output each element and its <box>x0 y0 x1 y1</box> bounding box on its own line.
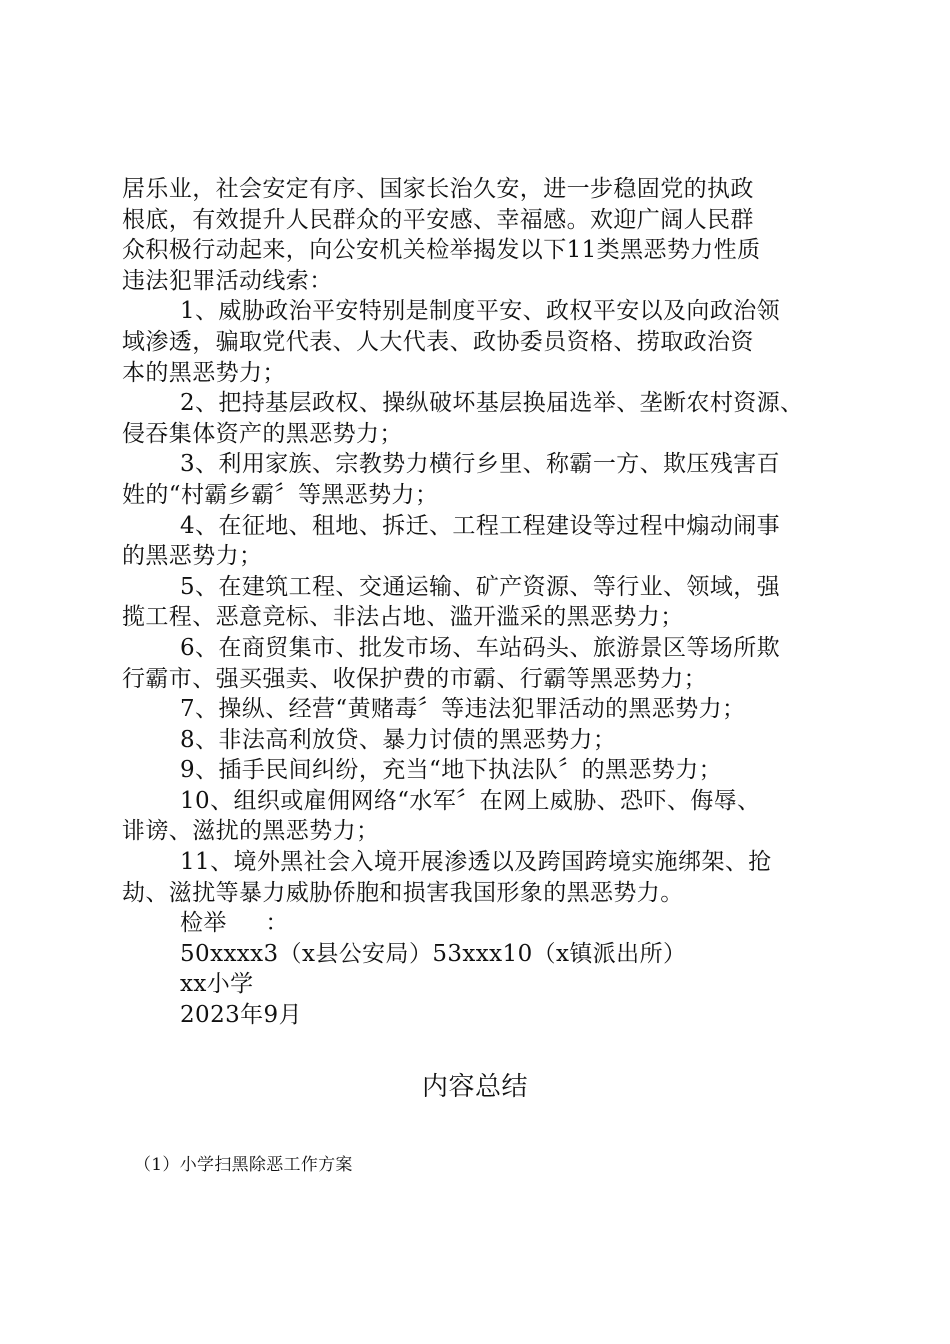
document-line: 域渗透，骗取党代表、人大代表、政协委员资格、捞取政治资 <box>122 328 754 355</box>
document-line: 姓的“村霸乡霸〞等黑恶势力； <box>122 481 439 508</box>
document-line: 9、插手民间纠纷，充当“地下执法队〞的黑恶势力； <box>180 757 722 784</box>
document-line: 侵吞集体资产的黑恶势力； <box>122 420 403 447</box>
document-body <box>122 174 842 1031</box>
document-line: 8、非法高利放贷、暴力讨债的黑恶势力； <box>180 726 617 753</box>
document-line: 2、把持基层政权、操纵破坏基层换届选举、垄断农村资源、 <box>180 390 804 417</box>
document-line: 揽工程、恶意竞标、非法占地、滥开滥采的黑恶势力； <box>122 604 684 631</box>
document-line: 根底，有效提升人民群众的平安感、幸福感。欢迎广阔人民群 <box>122 206 754 233</box>
document-line: 劫、滋扰等暴力威胁侨胞和损害我国形象的黑恶势力。 <box>122 879 684 906</box>
document-line: 5、在建筑工程、交通运输、矿产资源、等行业、领域，强 <box>180 573 781 600</box>
summary-item: （1）小学扫黑除恶工作方案 <box>134 1155 353 1175</box>
document-line: 4、在征地、租地、拆迁、工程工程建设等过程中煽动闹事 <box>180 512 781 539</box>
document-line: 6、在商贸集市、批发市场、车站码头、旅游景区等场所欺 <box>180 634 781 661</box>
document-line: 50xxxx3（x县公安局）53xxx10（x镇派出所） <box>180 940 687 967</box>
document-line: 11、境外黑社会入境开展渗透以及跨国跨境实施绑架、抢 <box>180 849 772 876</box>
document-line: 检举 ： <box>180 910 289 937</box>
document-line: 1、威胁政治平安特别是制度平安、政权平安以及向政治领 <box>180 298 781 325</box>
document-line: xx小学 <box>180 971 254 998</box>
document-line: 众积极行动起来，向公安机关检举揭发以下11类黑恶势力性质 <box>122 237 761 264</box>
document-line: 2023年9月 <box>180 1002 302 1029</box>
document-line: 居乐业，社会安定有序、国家长治久安，进一步稳固党的执政 <box>122 176 754 202</box>
document-line: 10、组织或雇佣网络“水军〞在网上威胁、恐吓、侮辱、 <box>180 787 761 814</box>
document-line: 7、操纵、经营“黄赌毒〞等违法犯罪活动的黑恶势力； <box>180 696 746 723</box>
document-line: 行霸市、强买强卖、收保护费的市霸、行霸等黑恶势力； <box>122 665 707 692</box>
document-line: 诽谤、滋扰的黑恶势力； <box>122 818 380 845</box>
document-line: 本的黑恶势力； <box>122 359 286 386</box>
summary-title: 内容总结 <box>421 1072 528 1102</box>
document-line: 违法犯罪活动线索： <box>122 267 333 294</box>
document-line: 的黑恶势力； <box>122 543 263 570</box>
document-line: 3、利用家族、宗教势力横行乡里、称霸一方、欺压残害百 <box>180 451 781 478</box>
